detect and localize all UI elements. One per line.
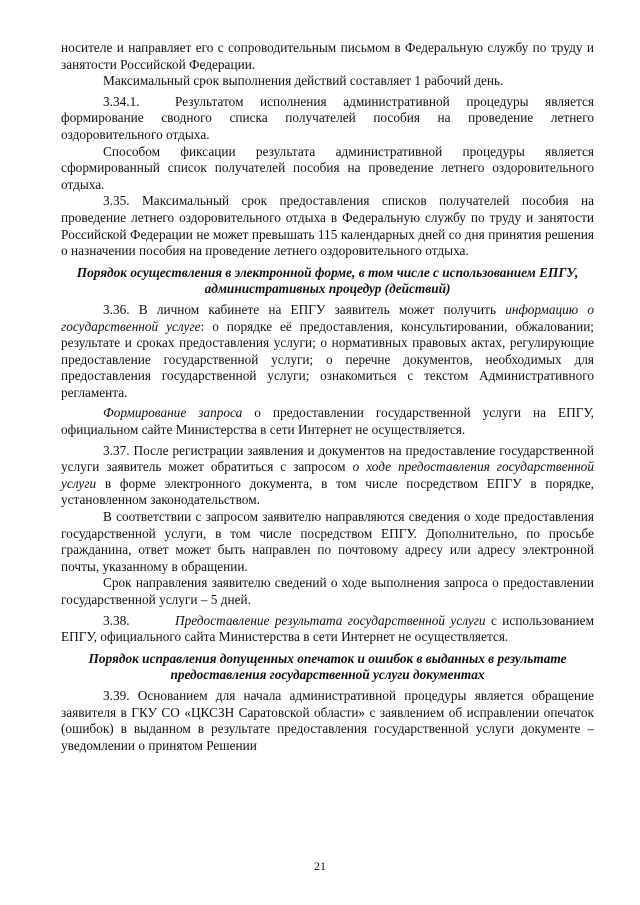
paragraph-fixation-method: Способом фиксации результата административной процедуры является сформированный список получателей пособия на проведение летнего оздоровительного отдыха.: [61, 143, 594, 192]
section-heading-corrections: Порядок исправления допущенных опечаток и ошибок в выданных в результате предоставления государственной услуги документах: [88, 650, 567, 683]
text-run: о предоставлении государственной услуги на ЕПГУ, официальном сайте Министерства в сети Интернет не осуществляется.: [61, 405, 595, 438]
paragraph-response-info: В соответствии с запросом заявителю направляются сведения о ходе предоставления государственной услуги, в том числе посредством ЕПГУ. Дополнительно, по просьбе гражданина, ответ может быть направлен по почтовому адресу или адресу электронной почты, указанному в обращении.: [61, 509, 594, 574]
paragraph-3-38: [61, 613, 594, 646]
italic-term: Формирование запроса: [103, 405, 243, 421]
paragraph-3-35: 3.35. Максимальный срок предоставления списков получателей пособия на проведение летнего оздоровительного отдыха в Федеральную службу по труду и занятости Российской Федерации не может превышать 115 календарных дней со дня принятия решения о назначении пособия на проведение летнего оздоровительного отдыха.: [61, 193, 594, 259]
text-run: : о порядке её предоставления, консультировании, обжаловании; результате и сроках предоставления услуги; о нормативных правовых актах, регулирующие предоставление государственной услуги; о перечне документов, необходимых для предоставления государственной услуги; ознакомиться с текстом Административного регламента.: [61, 318, 594, 400]
paragraph-max-term: Максимальный срок выполнения действий составляет 1 рабочий день.: [103, 73, 504, 89]
paragraph-continuation: носителе и направляет его с сопроводительным письмом в Федеральную службу по труду и занятости Российской Федерации.: [61, 40, 594, 72]
paragraph-response-term: Срок направления заявителю сведений о ходе выполнения запроса о предоставлении государственной услуги – 5 дней.: [61, 575, 594, 607]
paragraph-3-36: [61, 302, 594, 402]
clause-number: 3.34.1.: [103, 93, 140, 109]
italic-term: информацию о государственной услуге: [61, 301, 594, 334]
paragraph-3-34-1: [61, 94, 594, 144]
section-heading-electronic-form: Порядок осуществления в электронной форме, в том числе с использованием ЕПГУ, административных процедур (действий): [76, 264, 579, 297]
text-run: 3.37. После регистрации заявления и документов на предоставление государственной услуги заявитель может обратиться с запросом: [61, 442, 594, 475]
clause-text: Результатом исполнения административной процедуры является формирование сводного списка получателей пособия на проведение летнего оздоровительного отдыха.: [61, 93, 594, 142]
text-run: с использованием ЕПГУ, официального сайта Министерства в сети Интернет не осуществляется.: [61, 612, 594, 645]
paragraph-3-39: 3.39. Основанием для начала административной процедуры является обращение заявителя в ГКУ СО «ЦКСЗН Саратовской области» с заявлением об исправлении опечаток (ошибок) в выданном в результате предоставления государственной услуги документе – уведомлении о принятом Решении: [61, 687, 594, 753]
paragraph-request-forming: [61, 405, 594, 438]
clause-number: 3.38.: [103, 612, 130, 628]
italic-term: о ходе предоставления государственной услуги: [61, 459, 594, 491]
document-page: [61, 40, 594, 754]
text-run: в форме электронного документа, в том числе посредством ЕПГУ в порядке, установленном законодательством.: [61, 475, 594, 508]
text-run: 3.36. В личном кабинете на ЕПГУ заявитель может получить: [103, 301, 506, 317]
paragraph-3-37: [61, 443, 594, 509]
page-number: 21: [314, 859, 326, 873]
italic-term: Предоставление результата государственной услуги: [175, 612, 486, 628]
